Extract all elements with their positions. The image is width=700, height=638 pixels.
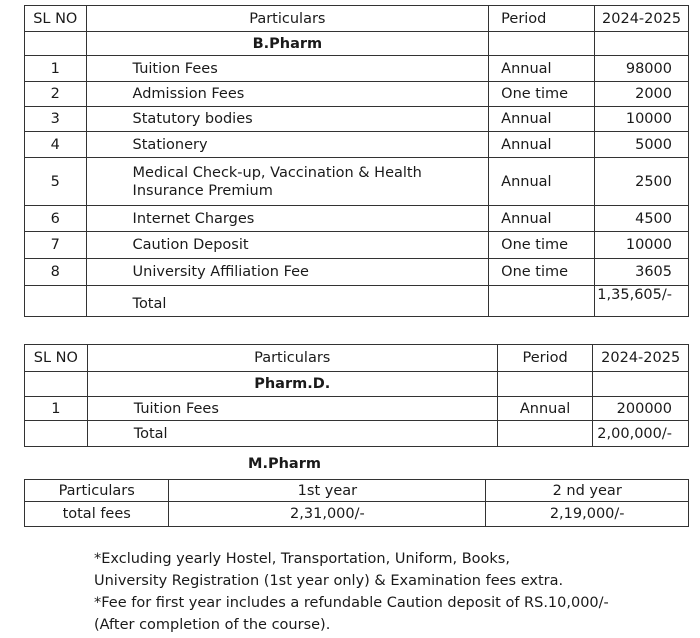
year-header: 2024-2025	[595, 6, 689, 32]
total-row	[25, 286, 689, 317]
period-cell: Annual	[497, 397, 593, 421]
amount-cell: 3605	[595, 259, 689, 286]
table-row	[25, 158, 689, 206]
footnote-line: *Excluding yearly Hostel, Transportation, Uniform, Books,	[94, 551, 510, 567]
sl-no-header: SL NO	[25, 345, 88, 372]
period-cell: One time	[489, 82, 595, 107]
particulars-cell: total fees	[25, 502, 169, 527]
particulars-cell: Admission Fees	[86, 82, 489, 107]
total-label: Total	[86, 286, 489, 317]
amount-cell: 2500	[595, 158, 689, 206]
sl-no-cell: 8	[25, 259, 87, 286]
total-value: 1,35,605/-	[595, 286, 689, 317]
particulars-cell: Tuition Fees	[86, 56, 489, 82]
table-row	[25, 132, 689, 158]
particulars-cell: Internet Charges	[86, 206, 489, 232]
sl-no-cell: 1	[25, 56, 87, 82]
particulars-cell: Medical Check-up, Vaccination & Health Insurance Premium	[86, 158, 489, 206]
pharmd-fee-table	[24, 344, 689, 447]
period-cell: Annual	[489, 56, 595, 82]
table-row	[25, 82, 689, 107]
particulars-cell: Stationery	[86, 132, 489, 158]
particulars-header: Particulars	[86, 6, 489, 32]
total-value: 2,00,000/-	[593, 421, 689, 447]
sl-no-cell: 4	[25, 132, 87, 158]
period-cell: One time	[489, 232, 595, 259]
table-header-row	[25, 480, 689, 502]
table-header-row	[25, 345, 689, 372]
period-header: Period	[489, 6, 595, 32]
table-row	[25, 107, 689, 132]
particulars-cell: University Affiliation Fee	[86, 259, 489, 286]
footnote-line: *Fee for first year includes a refundable Caution deposit of RS.10,000/-	[94, 595, 609, 611]
period-cell: One time	[489, 259, 595, 286]
amount-cell: 4500	[595, 206, 689, 232]
sl-no-cell: 5	[25, 158, 87, 206]
sl-no-header: SL NO	[25, 6, 87, 32]
table-row	[25, 56, 689, 82]
amount-cell: 10000	[595, 107, 689, 132]
amount-cell: 5000	[595, 132, 689, 158]
second-year-fee: 2,19,000/-	[486, 502, 689, 527]
table-row	[25, 259, 689, 286]
amount-cell: 200000	[593, 397, 689, 421]
pharmd-title: Pharm.D.	[87, 372, 497, 397]
section-title-row	[25, 372, 689, 397]
mpharm-fee-table	[24, 479, 689, 527]
period-header: Period	[497, 345, 593, 372]
period-cell: Annual	[489, 206, 595, 232]
bpharm-title: B.Pharm	[86, 32, 489, 56]
total-row	[25, 421, 689, 447]
footnote-line: University Registration (1st year only) & Examination fees extra.	[94, 573, 564, 589]
second-year-header: 2 nd year	[486, 480, 689, 502]
sl-no-cell: 3	[25, 107, 87, 132]
footnotes	[94, 548, 609, 636]
amount-cell: 98000	[595, 56, 689, 82]
particulars-cell: Statutory bodies	[86, 107, 489, 132]
sl-no-cell: 7	[25, 232, 87, 259]
table-row	[25, 206, 689, 232]
period-cell: Annual	[489, 132, 595, 158]
period-cell: Annual	[489, 158, 595, 206]
table-row	[25, 397, 689, 421]
table-row	[25, 502, 689, 527]
particulars-cell: Tuition Fees	[87, 397, 497, 421]
first-year-header: 1st year	[169, 480, 486, 502]
footnote-line: (After completion of the course).	[94, 617, 331, 633]
total-label: Total	[87, 421, 497, 447]
sl-no-cell: 6	[25, 206, 87, 232]
particulars-header: Particulars	[87, 345, 497, 372]
mpharm-title: M.Pharm	[248, 456, 321, 472]
table-row	[25, 232, 689, 259]
section-title-row	[25, 32, 689, 56]
particulars-header: Particulars	[25, 480, 169, 502]
first-year-fee: 2,31,000/-	[169, 502, 486, 527]
amount-cell: 10000	[595, 232, 689, 259]
table-header-row	[25, 6, 689, 32]
amount-cell: 2000	[595, 82, 689, 107]
period-cell: Annual	[489, 107, 595, 132]
particulars-cell: Caution Deposit	[86, 232, 489, 259]
sl-no-cell: 1	[25, 397, 88, 421]
year-header: 2024-2025	[593, 345, 689, 372]
bpharm-fee-table	[24, 5, 689, 317]
sl-no-cell: 2	[25, 82, 87, 107]
